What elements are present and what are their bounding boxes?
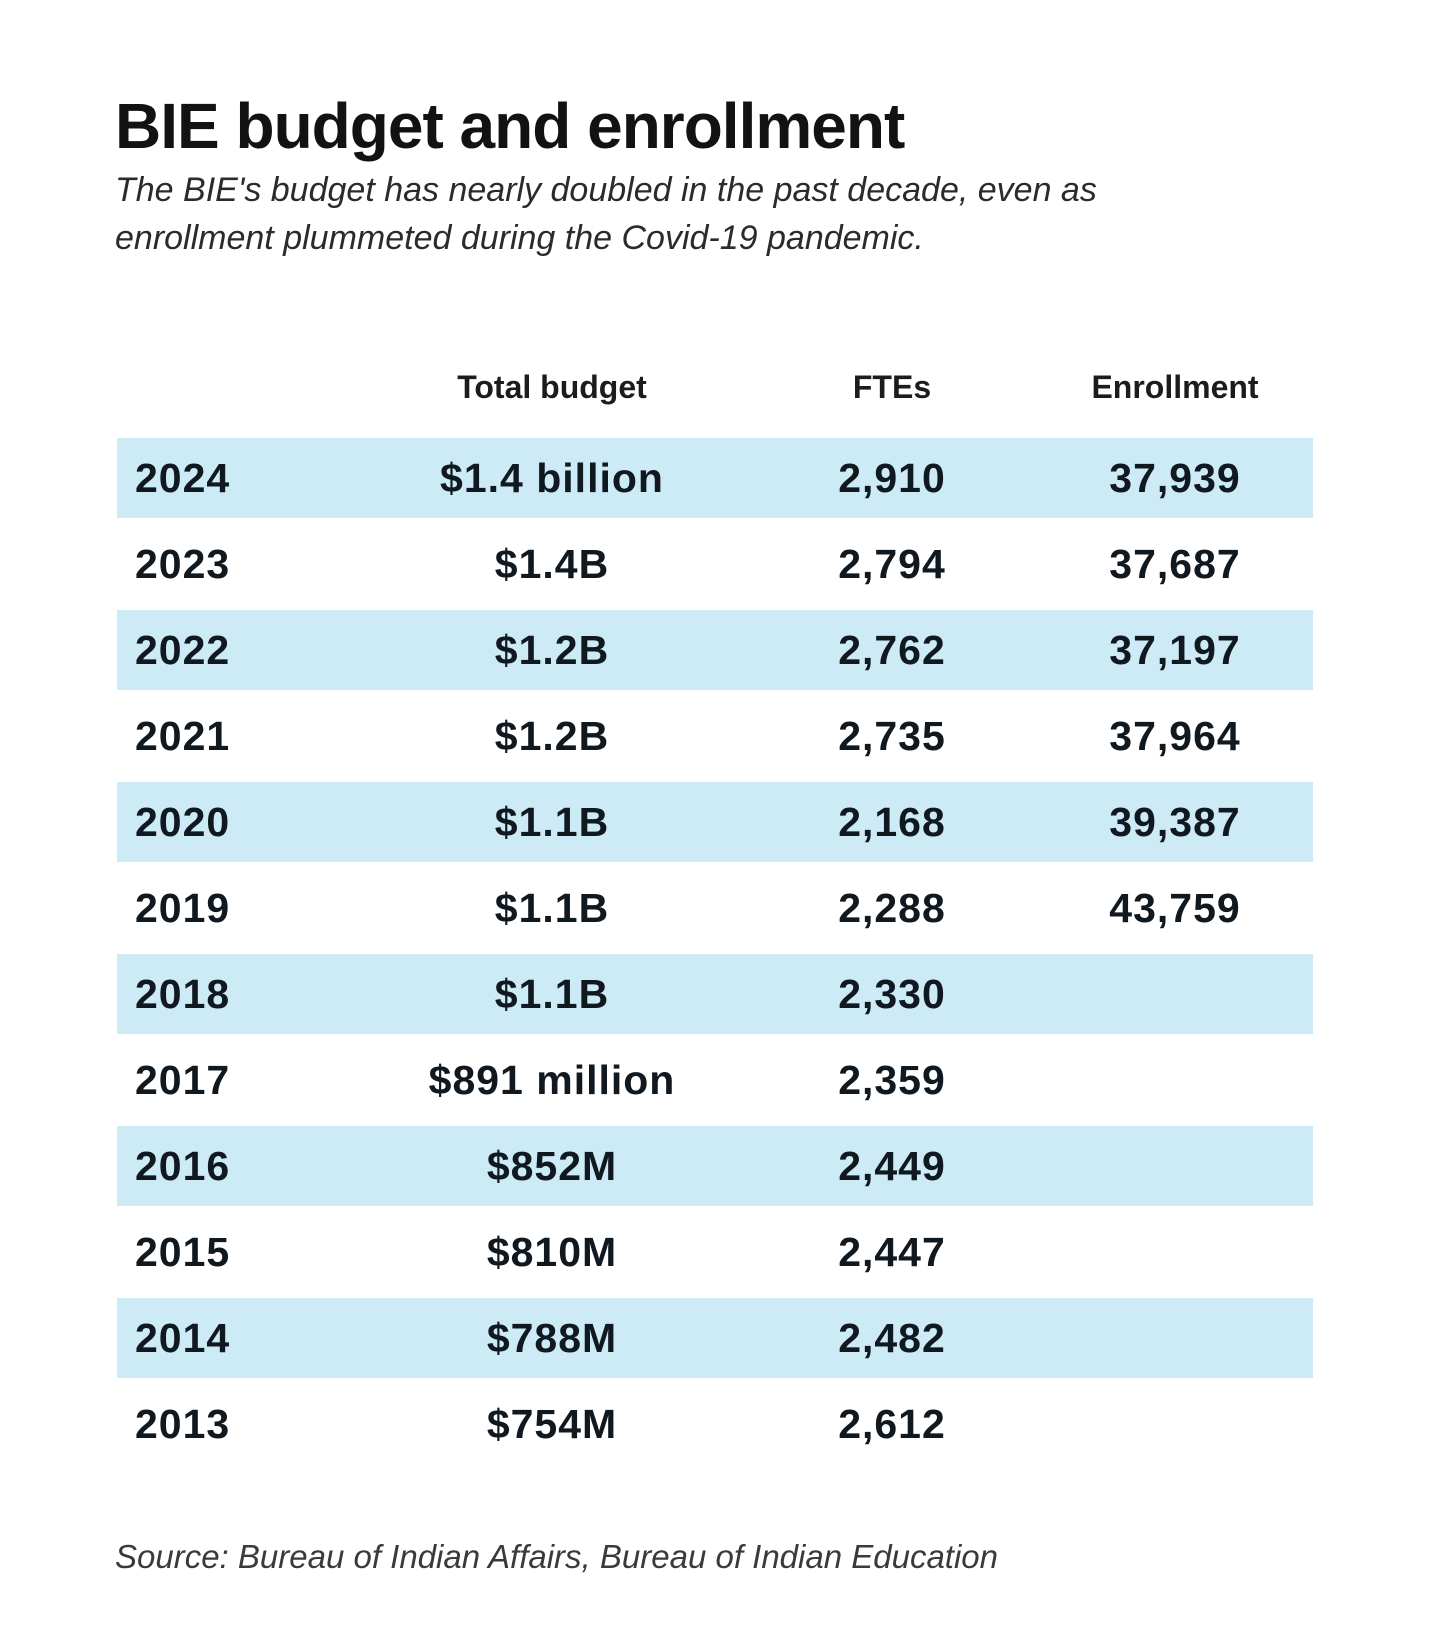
table-row (117, 779, 1313, 865)
year-cell: 2017 (135, 1056, 231, 1103)
table-row (117, 951, 1313, 1037)
year-cell: 2016 (135, 1142, 231, 1189)
year-cell: 2015 (135, 1228, 231, 1275)
table-row (117, 1381, 1313, 1467)
total-budget-column-header: Total budget (457, 369, 647, 405)
enrollment-cell: 43,759 (1109, 884, 1241, 931)
ftes-cell: 2,288 (838, 884, 946, 931)
subtitle-line-1: The BIE's budget has nearly doubled in the past decade, even as (115, 171, 1097, 209)
ftes-column-header: FTEs (852, 369, 932, 405)
budget-cell: $1.4B (494, 540, 610, 587)
ftes-cell: 2,794 (838, 540, 946, 587)
table-row (117, 607, 1313, 693)
page-title: BIE budget and enrollment (115, 89, 905, 162)
year-cell: 2014 (135, 1314, 231, 1361)
table-header-row (117, 340, 1313, 435)
year-cell: 2018 (135, 970, 231, 1017)
budget-cell: $1.1B (494, 970, 610, 1017)
budget-cell: $1.1B (494, 798, 610, 845)
table-row (117, 1037, 1313, 1123)
source-note: Source: Bureau of Indian Affairs, Bureau of Indian Education (115, 1538, 999, 1575)
budget-enrollment-table (117, 340, 1313, 1467)
enrollment-cell (1037, 954, 1313, 1034)
year-cell: 2023 (135, 540, 231, 587)
enrollment-cell: 37,687 (1109, 540, 1241, 587)
table-row (117, 435, 1313, 521)
table-row (117, 1123, 1313, 1209)
budget-cell: $810M (486, 1228, 618, 1275)
page-subtitle (115, 166, 1265, 263)
year-cell: 2022 (135, 626, 231, 673)
year-cell: 2013 (135, 1400, 231, 1447)
enrollment-cell: 39,387 (1109, 798, 1241, 845)
budget-cell: $754M (486, 1400, 618, 1447)
budget-cell: $1.1B (494, 884, 610, 931)
ftes-cell: 2,447 (838, 1228, 946, 1275)
table-row (117, 1295, 1313, 1381)
enrollment-cell (1037, 1037, 1313, 1123)
enrollment-cell (1037, 1298, 1313, 1378)
ftes-cell: 2,359 (838, 1056, 946, 1103)
ftes-cell: 2,910 (838, 454, 946, 501)
ftes-cell: 2,482 (838, 1314, 946, 1361)
enrollment-cell (1037, 1209, 1313, 1295)
budget-cell: $891 million (428, 1056, 676, 1103)
year-column-header (117, 340, 357, 435)
ftes-cell: 2,762 (838, 626, 946, 673)
table-row (117, 865, 1313, 951)
ftes-cell: 2,330 (838, 970, 946, 1017)
enrollment-cell: 37,939 (1109, 454, 1241, 501)
enrollment-column-header: Enrollment (1091, 369, 1259, 405)
enrollment-cell: 37,964 (1109, 712, 1241, 759)
budget-cell: $852M (486, 1142, 618, 1189)
table-row (117, 521, 1313, 607)
table-body (117, 435, 1313, 1467)
ftes-cell: 2,449 (838, 1142, 946, 1189)
enrollment-cell (1037, 1381, 1313, 1467)
enrollment-cell (1037, 1126, 1313, 1206)
budget-cell: $1.4 billion (440, 454, 664, 501)
year-cell: 2020 (135, 798, 231, 845)
table-row (117, 693, 1313, 779)
budget-cell: $1.2B (494, 712, 610, 759)
budget-cell: $788M (486, 1314, 618, 1361)
enrollment-cell: 37,197 (1109, 626, 1241, 673)
ftes-cell: 2,168 (838, 798, 946, 845)
subtitle-line-2: enrollment plummeted during the Covid-19 pandemic. (115, 219, 924, 258)
ftes-cell: 2,735 (838, 712, 946, 759)
year-cell: 2021 (135, 712, 231, 759)
table-row (117, 1209, 1313, 1295)
year-cell: 2024 (135, 454, 231, 501)
budget-cell: $1.2B (494, 626, 610, 673)
year-cell: 2019 (135, 884, 231, 931)
ftes-cell: 2,612 (838, 1400, 946, 1447)
